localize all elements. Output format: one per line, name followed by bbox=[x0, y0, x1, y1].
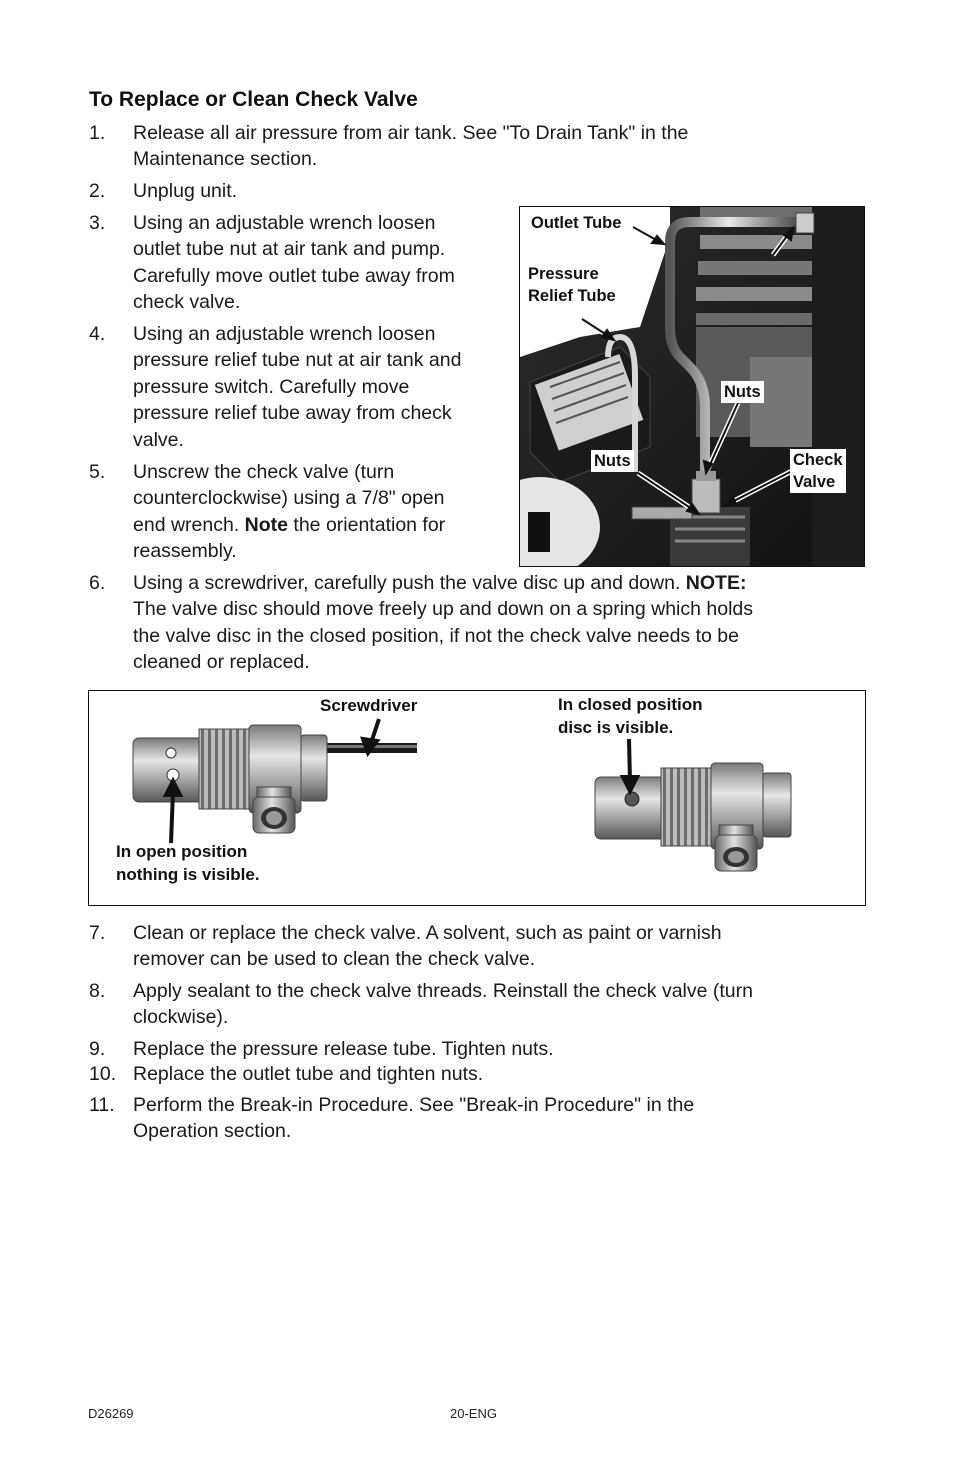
step-number: 9. bbox=[89, 1038, 106, 1060]
step-text: Using an adjustable wrench loosen pressure relief tube nut at air tank and pressure switch. Carefully move pressure relief tube away from check valve. bbox=[133, 323, 462, 451]
step-number: 2. bbox=[89, 180, 106, 202]
step-number: 5. bbox=[89, 461, 106, 483]
step-text: Using a screwdriver, carefully push the valve disc up and down. NOTE: The valve disc should move freely up and down on a spring which holds the valve disc in the closed position, if not the check valve needs to be cleaned or replaced. bbox=[133, 572, 754, 674]
step-text: Apply sealant to the check valve threads. Reinstall the check valve (turn clockwise). bbox=[133, 980, 753, 1029]
step-text: Replace the outlet tube and tighten nuts. bbox=[133, 1063, 484, 1085]
check-valve-figure bbox=[88, 690, 866, 906]
screwdriver-label: Screwdriver bbox=[320, 696, 418, 715]
step-text: Clean or replace the check valve. A solvent, such as paint or varnish remover can be used to clean the check valve. bbox=[133, 922, 722, 971]
step-number: 1. bbox=[89, 122, 106, 144]
step-text: Unscrew the check valve (turn counterclockwise) using a 7/8" open end wrench. Note the orientation for reassembly. bbox=[133, 461, 446, 563]
step-number: 4. bbox=[89, 323, 106, 345]
step-number: 7. bbox=[89, 922, 106, 944]
step-text: Replace the pressure release tube. Tighten nuts. bbox=[133, 1038, 554, 1060]
closed-position-label: In closed position disc is visible. bbox=[558, 695, 703, 737]
footer-doc-id: D26269 bbox=[88, 1406, 134, 1421]
step-number: 8. bbox=[89, 980, 106, 1002]
footer-page-number: 20-ENG bbox=[450, 1406, 497, 1421]
section-heading: To Replace or Clean Check Valve bbox=[89, 88, 418, 111]
pressure-relief-tube-label: Pressure Relief Tube bbox=[525, 263, 619, 307]
nuts-label-right: Nuts bbox=[721, 381, 764, 403]
step-text: Using an adjustable wrench loosen outlet tube nut at air tank and pump. Carefully move outlet tube away from check valve. bbox=[133, 212, 455, 314]
step-number: 6. bbox=[89, 572, 106, 594]
step-number: 10. bbox=[89, 1063, 117, 1085]
step-text: Unplug unit. bbox=[133, 180, 238, 202]
callout-arrows bbox=[520, 207, 865, 567]
nuts-label-left: Nuts bbox=[591, 450, 634, 472]
step-text: Perform the Break-in Procedure. See "Break-in Procedure" in the Operation section. bbox=[133, 1094, 695, 1143]
open-position-label: In open position nothing is visible. bbox=[116, 842, 260, 884]
outlet-tube-label: Outlet Tube bbox=[528, 212, 624, 234]
step-number: 3. bbox=[89, 212, 106, 234]
step-text: Release all air pressure from air tank. See "To Drain Tank" in the Maintenance section. bbox=[133, 122, 689, 171]
check-valve-label: Check Valve bbox=[790, 449, 846, 493]
compressor-photo bbox=[519, 206, 865, 567]
step-number: 11. bbox=[89, 1094, 115, 1116]
